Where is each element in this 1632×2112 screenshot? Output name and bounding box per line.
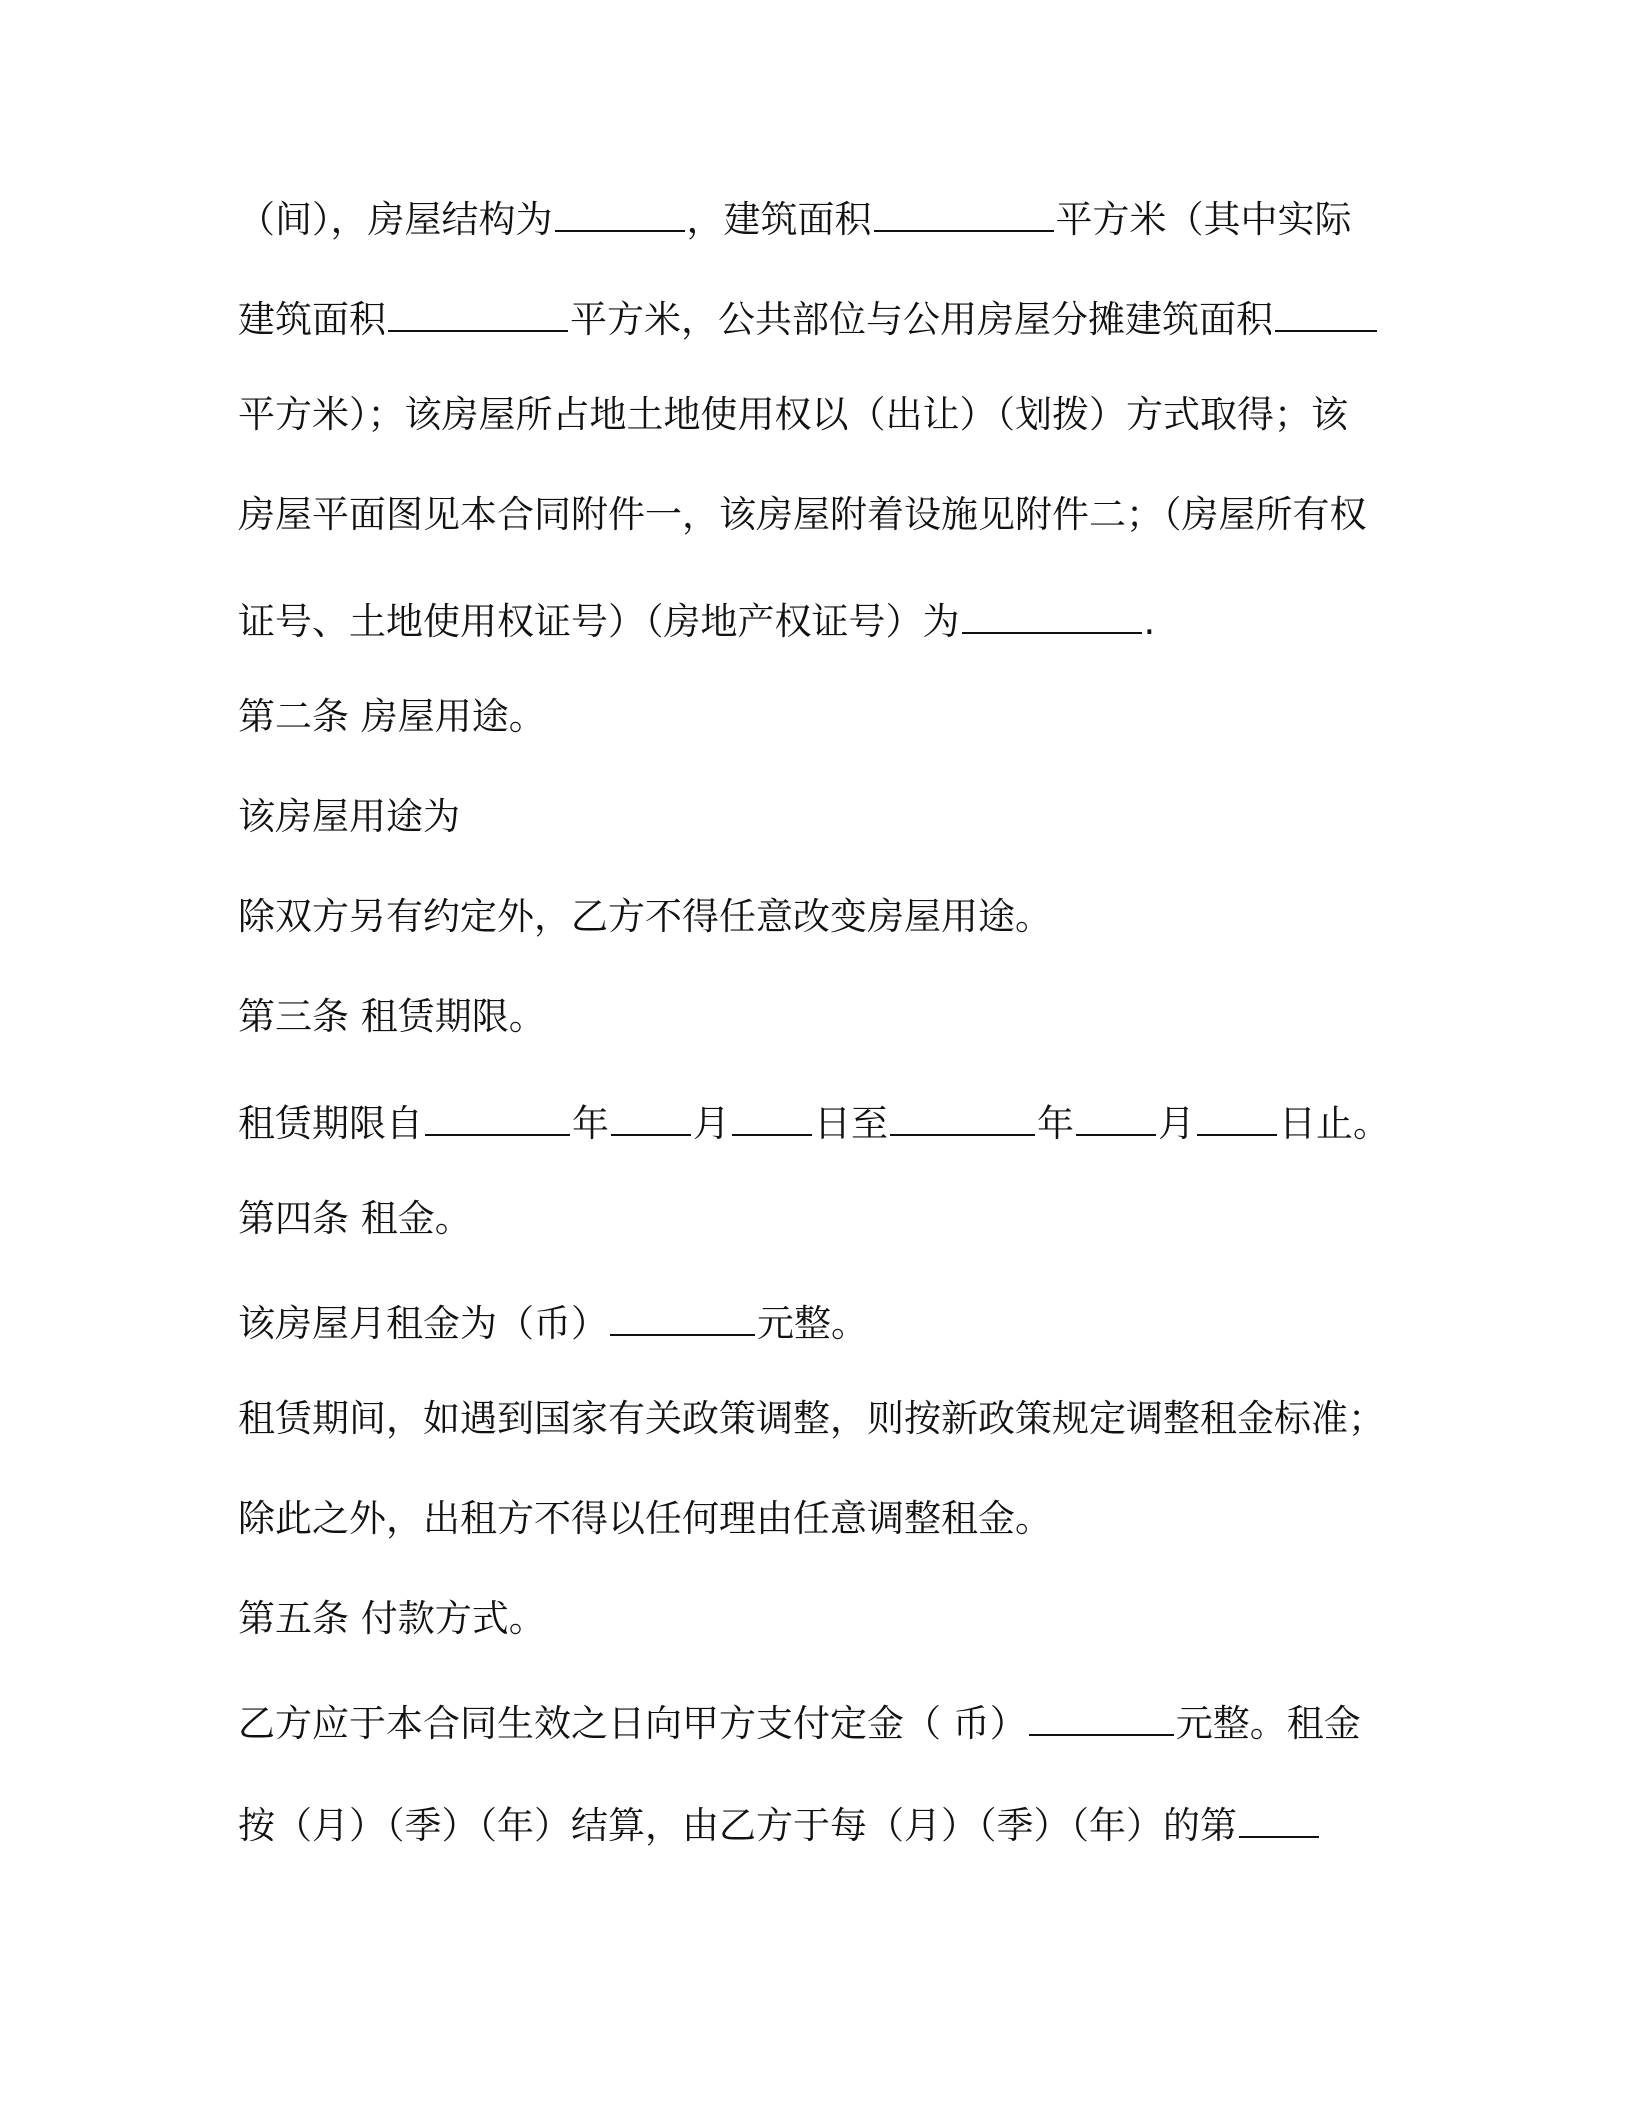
- paragraph-line: [238, 490, 1367, 540]
- text-segment: 第二条 房屋用途。: [238, 695, 546, 738]
- text-segment: 建筑面积: [238, 298, 386, 341]
- text-segment: 乙方应于本合同生效之日向甲方支付定金（ 币）: [238, 1702, 1027, 1745]
- text-segment: 该房屋用途为: [238, 795, 460, 838]
- fill-in-blank-structure[interactable]: [555, 190, 685, 232]
- text-segment: 月: [693, 1102, 730, 1145]
- paragraph-line: [238, 390, 1348, 440]
- paragraph-line: [238, 1294, 868, 1344]
- fill-in-blank-end-day[interactable]: [1197, 1094, 1277, 1136]
- text-segment: 平方米，公共部位与公用房屋分摊建筑面积: [570, 298, 1273, 341]
- article-heading: [238, 992, 546, 1042]
- text-segment: （间），房屋结构为: [238, 198, 553, 241]
- article-heading: [238, 692, 546, 742]
- paragraph-line: [238, 592, 1155, 642]
- text-segment: 第五条 付款方式。: [238, 1597, 546, 1640]
- fill-in-blank-start-month[interactable]: [611, 1094, 691, 1136]
- paragraph-line: [238, 892, 1052, 942]
- text-segment: 年: [1037, 1102, 1074, 1145]
- text-segment: 平方米（其中实际: [1055, 198, 1352, 241]
- text-segment: .: [1143, 600, 1156, 643]
- text-segment: 日止。: [1279, 1102, 1390, 1145]
- fill-in-blank-shared-area[interactable]: [1275, 290, 1377, 332]
- text-segment: 平方米）；该房屋所占地土地使用权以（出让）（划拨）方式取得；该: [238, 393, 1348, 436]
- paragraph-line: [238, 1094, 1390, 1144]
- article-heading: [238, 1194, 472, 1244]
- text-segment: 第四条 租金。: [238, 1197, 472, 1240]
- article-heading: [238, 1594, 546, 1644]
- text-segment: 元整。租金: [1175, 1702, 1361, 1745]
- fill-in-blank-certificate-no[interactable]: [962, 592, 1142, 634]
- text-segment: 元整。: [757, 1302, 868, 1345]
- paragraph-line: [238, 190, 1352, 240]
- text-segment: 证号、土地使用权证号）（房地产权证号）为: [238, 600, 960, 643]
- text-segment: 日至: [814, 1102, 888, 1145]
- fill-in-blank-start-year[interactable]: [425, 1094, 570, 1136]
- text-segment: 除此之外，出租方不得以任何理由任意调整租金。: [238, 1497, 1052, 1540]
- text-segment: 年: [572, 1102, 609, 1145]
- fill-in-blank-end-month[interactable]: [1076, 1094, 1156, 1136]
- fill-in-blank-monthly-rent[interactable]: [610, 1294, 755, 1336]
- text-segment: 月: [1158, 1102, 1195, 1145]
- paragraph-line: [238, 290, 1379, 340]
- text-segment: 该房屋月租金为（币）: [238, 1302, 608, 1345]
- fill-in-blank-area[interactable]: [874, 190, 1054, 232]
- text-segment: 租赁期限自: [238, 1102, 423, 1145]
- paragraph-line: [238, 1494, 1052, 1544]
- text-segment: 除双方另有约定外，乙方不得任意改变房屋用途。: [238, 895, 1052, 938]
- text-segment: 租赁期间，如遇到国家有关政策调整，则按新政策规定调整租金标准；: [238, 1397, 1385, 1440]
- paragraph-line: [238, 1796, 1321, 1846]
- text-segment: 按（月）（季）（年）结算，由乙方于每（月）（季）（年）的第: [238, 1804, 1237, 1847]
- paragraph-line: [238, 1394, 1385, 1444]
- fill-in-blank-end-year[interactable]: [890, 1094, 1035, 1136]
- fill-in-blank-payment-day[interactable]: [1239, 1796, 1319, 1838]
- text-segment: 第三条 租赁期限。: [238, 995, 546, 1038]
- fill-in-blank-start-day[interactable]: [732, 1094, 812, 1136]
- text-segment: 房屋平面图见本合同附件一，该房屋附着设施见附件二；（房屋所有权: [238, 493, 1367, 536]
- fill-in-blank-actual-area[interactable]: [388, 290, 568, 332]
- fill-in-blank-deposit[interactable]: [1029, 1694, 1174, 1736]
- paragraph-line: [238, 1694, 1361, 1744]
- paragraph-line: [238, 792, 460, 842]
- text-segment: ，建筑面积: [686, 198, 872, 241]
